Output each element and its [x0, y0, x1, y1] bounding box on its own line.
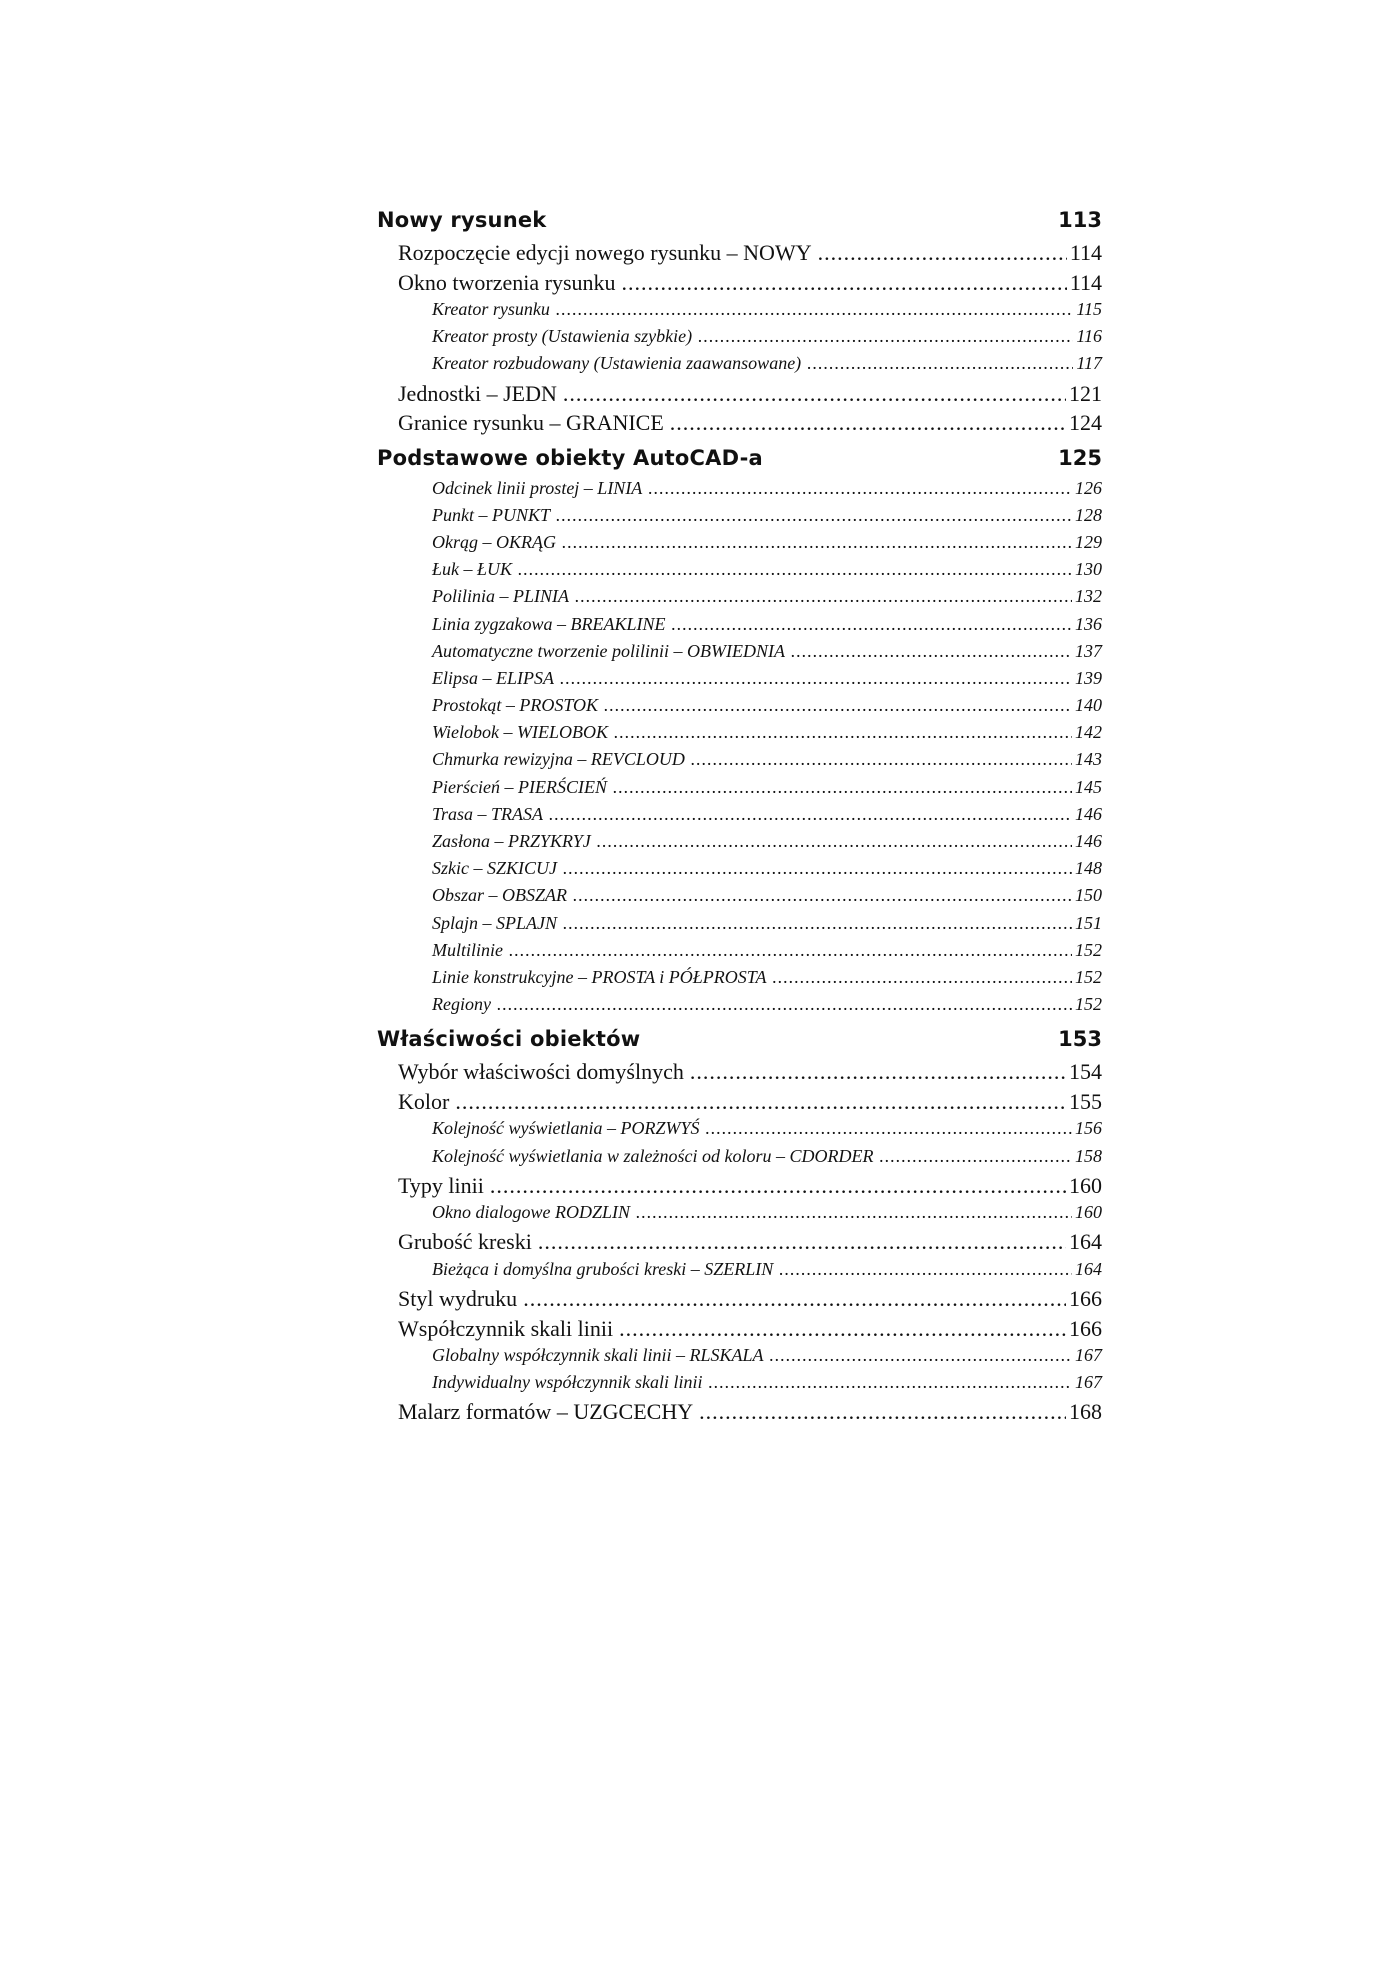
dot-leader — [490, 1173, 1066, 1199]
entry-title: Bieżąca i domyślna grubości kreski – SZERLIN — [432, 1258, 774, 1279]
toc-subentry — [377, 1118, 1102, 1145]
entry-title: Łuk – ŁUK — [432, 559, 513, 580]
toc-subentry — [377, 641, 1102, 668]
entry-title: Współczynnik skali linii — [398, 1315, 614, 1341]
entry-page-number: 117 — [1076, 353, 1102, 374]
entry-page-number: 130 — [1075, 559, 1102, 580]
entry-page-number: 142 — [1075, 722, 1102, 743]
entry-page-number: 160 — [1075, 1202, 1102, 1223]
dot-leader — [708, 1372, 1072, 1393]
entry-title: Elipsa – ELIPSA — [432, 667, 554, 688]
entry-title: Okno tworzenia rysunku — [398, 269, 616, 295]
entry-title: Granice rysunku – GRANICE — [398, 410, 664, 436]
entry-page-number: 166 — [1069, 1286, 1102, 1312]
dot-leader — [614, 722, 1072, 743]
toc-subentry — [377, 804, 1102, 831]
entry-page-number: 164 — [1069, 1229, 1102, 1255]
entry-title: Kolejność wyświetlania w zależności od koloru – CDORDER — [432, 1145, 874, 1166]
section-page-number: 113 — [1058, 208, 1102, 232]
dot-leader — [690, 1059, 1066, 1085]
toc-entry — [377, 1059, 1102, 1089]
dot-leader — [604, 695, 1072, 716]
dot-leader — [556, 505, 1072, 526]
dot-leader — [698, 326, 1073, 347]
entry-page-number: 143 — [1075, 749, 1102, 770]
entry-page-number: 148 — [1075, 858, 1102, 879]
entry-title: Styl wydruku — [398, 1286, 518, 1312]
dot-leader — [563, 381, 1066, 407]
toc-subentry — [377, 1146, 1102, 1173]
toc-subentry — [377, 1259, 1102, 1286]
entry-title: Rozpoczęcie edycji nowego rysunku – NOWY — [398, 240, 812, 265]
entry-title: Kreator rozbudowany (Ustawienia zaawansowane) — [432, 353, 802, 374]
entry-page-number: 145 — [1075, 776, 1102, 797]
toc-subentry — [377, 722, 1102, 749]
toc-entry — [377, 1316, 1102, 1346]
dot-leader — [455, 1089, 1066, 1115]
toc-subentry — [377, 326, 1102, 353]
entry-title: Splajn – SPLAJN — [432, 912, 557, 933]
entry-page-number: 150 — [1075, 885, 1102, 906]
dot-leader — [670, 410, 1066, 436]
toc-entry — [377, 381, 1102, 411]
entry-title: Automatyczne tworzenie polilinii – OBWIEDNIA — [432, 640, 785, 661]
entry-title: Pierścień – PIERŚCIEŃ — [432, 776, 607, 797]
dot-leader — [563, 858, 1072, 879]
entry-title: Kolejność wyświetlania – PORZWYŚ — [432, 1118, 700, 1139]
entry-title: Typy linii — [398, 1172, 484, 1198]
toc-subentry — [377, 505, 1102, 532]
entry-title: Zasłona – PRZYKRYJ — [432, 831, 591, 851]
dot-leader — [770, 1345, 1073, 1366]
entry-title: Punkt – PUNKT — [432, 504, 551, 525]
toc-entry — [377, 1089, 1102, 1119]
entry-title: Regiony — [432, 994, 491, 1015]
entry-page-number: 139 — [1075, 667, 1102, 688]
entry-title: Obszar – OBSZAR — [432, 885, 568, 906]
dot-leader — [573, 885, 1072, 906]
section-title: Nowy rysunek — [377, 208, 547, 232]
entry-title: Jednostki – JEDN — [398, 380, 557, 406]
dot-leader — [523, 1286, 1066, 1312]
toc-subentry — [377, 478, 1102, 505]
entry-page-number: 154 — [1069, 1059, 1102, 1085]
entry-title: Chmurka rewizyjna – REVCLOUD — [432, 749, 685, 770]
section-title: Podstawowe obiekty AutoCAD-a — [377, 445, 763, 470]
entry-title: Prostokąt – PROSTOK — [432, 695, 599, 716]
entry-title: Grubość kreski — [398, 1229, 532, 1255]
section-page-number: 125 — [1058, 445, 1102, 470]
dot-leader — [560, 668, 1072, 689]
toc-subentry — [377, 994, 1102, 1021]
entry-title: Linia zygzakowa – BREAKLINE — [432, 613, 666, 634]
dot-leader — [807, 353, 1073, 374]
toc-subentry — [377, 532, 1102, 559]
entry-page-number: 136 — [1075, 613, 1102, 634]
entry-title: Wielobok – WIELOBOK — [432, 722, 608, 743]
toc-subentry — [377, 967, 1102, 994]
entry-page-number: 167 — [1075, 1345, 1102, 1366]
entry-page-number: 164 — [1075, 1258, 1102, 1279]
dot-leader — [538, 1229, 1066, 1255]
dot-leader — [613, 777, 1072, 798]
entry-page-number: 152 — [1075, 966, 1102, 987]
dot-leader — [562, 532, 1072, 553]
toc-subentry — [377, 695, 1102, 722]
toc-entry — [377, 410, 1102, 440]
dot-leader — [818, 240, 1067, 266]
toc-subentry — [377, 668, 1102, 695]
dot-leader — [518, 559, 1072, 580]
toc-subentry — [377, 614, 1102, 641]
dot-leader — [509, 940, 1072, 961]
toc-subentry — [377, 885, 1102, 912]
dot-leader — [556, 299, 1074, 320]
entry-title: Multilinie — [432, 939, 503, 960]
toc-entry — [377, 270, 1102, 300]
entry-title: Szkic – SZKICUJ — [432, 858, 557, 879]
toc-entry — [377, 240, 1102, 270]
entry-title: Globalny współczynnik skali linii – RLSKALA — [432, 1345, 764, 1366]
entry-page-number: 167 — [1075, 1372, 1102, 1393]
toc-subentry — [377, 1202, 1102, 1229]
entry-page-number: 146 — [1075, 831, 1102, 851]
entry-page-number: 152 — [1075, 994, 1102, 1015]
entry-page-number: 115 — [1076, 299, 1102, 319]
entry-page-number: 158 — [1075, 1145, 1102, 1166]
dot-leader — [497, 994, 1072, 1015]
entry-page-number: 126 — [1075, 477, 1102, 498]
entry-title: Kreator rysunku — [432, 299, 550, 319]
dot-leader — [622, 270, 1067, 296]
entry-page-number: 140 — [1075, 695, 1102, 716]
toc-subentry — [377, 1372, 1102, 1399]
entry-title: Okno dialogowe RODZLIN — [432, 1202, 630, 1223]
dot-leader — [648, 478, 1072, 499]
toc-subentry — [377, 299, 1102, 326]
toc-entry — [377, 1229, 1102, 1259]
entry-title: Wybór właściwości domyślnych — [398, 1059, 684, 1085]
toc-subentry — [377, 913, 1102, 940]
section-heading — [377, 446, 1102, 478]
entry-title: Malarz formatów – UZGCECHY — [398, 1399, 694, 1425]
toc-subentry — [377, 831, 1102, 858]
entry-page-number: 151 — [1075, 912, 1102, 933]
dot-leader — [779, 1259, 1072, 1280]
dot-leader — [706, 1118, 1073, 1139]
dot-leader — [563, 913, 1072, 934]
entry-page-number: 166 — [1069, 1315, 1102, 1341]
toc-subentry — [377, 940, 1102, 967]
entry-page-number: 129 — [1075, 531, 1102, 552]
dot-leader — [699, 1399, 1066, 1425]
dot-leader — [691, 749, 1072, 770]
toc-entry — [377, 1286, 1102, 1316]
entry-page-number: 114 — [1069, 240, 1102, 265]
entry-title: Polilinia – PLINIA — [432, 586, 569, 607]
entry-title: Linie konstrukcyjne – PROSTA i PÓŁPROSTA — [432, 966, 767, 987]
table-of-contents — [377, 208, 1102, 1429]
toc-subentry — [377, 858, 1102, 885]
entry-title: Kolor — [398, 1088, 450, 1114]
entry-page-number: 116 — [1076, 326, 1102, 347]
entry-page-number: 128 — [1075, 504, 1102, 525]
entry-page-number: 146 — [1075, 803, 1102, 824]
toc-subentry — [377, 777, 1102, 804]
toc-subentry — [377, 353, 1102, 380]
dot-leader — [672, 614, 1073, 635]
dot-leader — [636, 1202, 1072, 1223]
toc-subentry — [377, 586, 1102, 613]
dot-leader — [791, 641, 1072, 662]
section-page-number: 153 — [1058, 1027, 1102, 1052]
toc-subentry — [377, 559, 1102, 586]
dot-leader — [597, 831, 1072, 852]
entry-page-number: 155 — [1069, 1088, 1102, 1114]
entry-page-number: 156 — [1075, 1118, 1102, 1139]
section-heading — [377, 208, 1102, 240]
section-title: Właściwości obiektów — [377, 1027, 641, 1052]
toc-entry — [377, 1173, 1102, 1203]
entry-page-number: 168 — [1069, 1399, 1102, 1425]
dot-leader — [549, 804, 1072, 825]
dot-leader — [772, 967, 1072, 988]
entry-page-number: 124 — [1069, 410, 1102, 436]
entry-title: Kreator prosty (Ustawienia szybkie) — [432, 326, 693, 347]
entry-page-number: 132 — [1075, 586, 1102, 607]
entry-page-number: 121 — [1069, 380, 1102, 406]
toc-subentry — [377, 749, 1102, 776]
dot-leader — [575, 586, 1072, 607]
entry-page-number: 152 — [1075, 939, 1102, 960]
toc-entry — [377, 1399, 1102, 1429]
entry-title: Okrąg – OKRĄG — [432, 531, 556, 552]
entry-page-number: 114 — [1069, 269, 1102, 295]
section-heading — [377, 1027, 1102, 1059]
entry-title: Indywidualny współczynnik skali linii — [432, 1372, 703, 1393]
entry-title: Odcinek linii prostej – LINIA — [432, 477, 643, 498]
entry-title: Trasa – TRASA — [432, 803, 544, 824]
dot-leader — [879, 1146, 1072, 1167]
entry-page-number: 137 — [1075, 640, 1102, 661]
toc-subentry — [377, 1345, 1102, 1372]
entry-page-number: 160 — [1069, 1172, 1102, 1198]
dot-leader — [619, 1316, 1066, 1342]
